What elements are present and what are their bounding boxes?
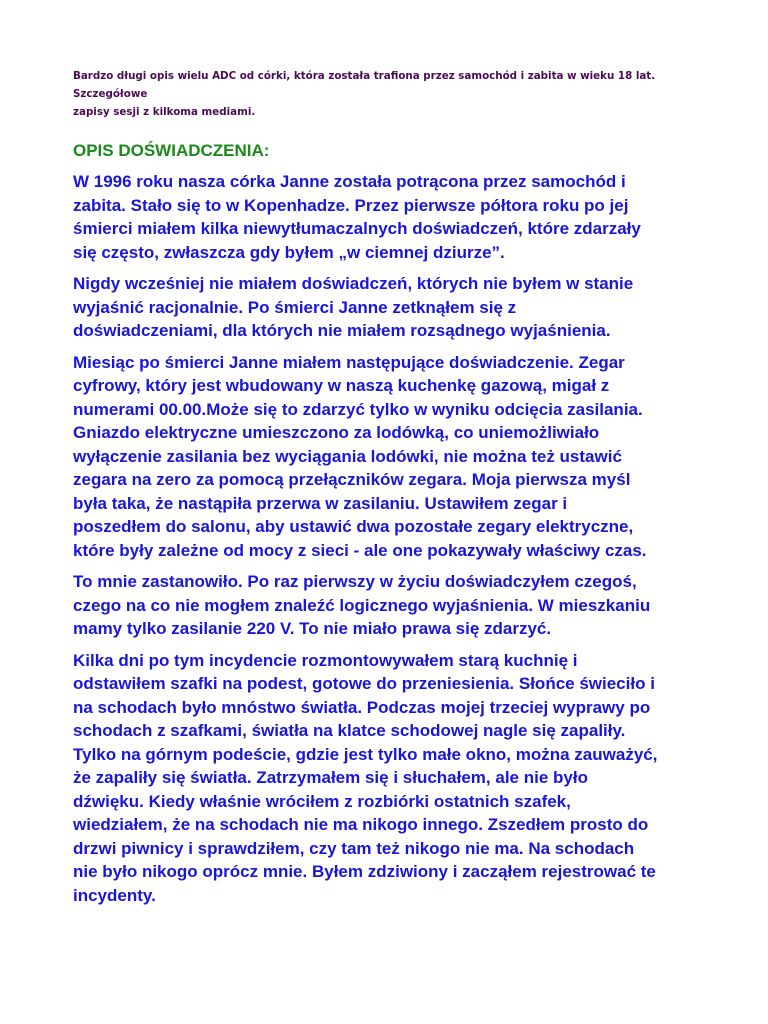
paragraph-line: cyfrowy, który jest wbudowany w naszą kuchenkę gazową, migał z bbox=[73, 376, 610, 395]
paragraph-line: na schodach było mnóstwo światła. Podczas mojej trzeciej wyprawy po bbox=[73, 697, 651, 717]
paragraph bbox=[73, 351, 699, 563]
paragraph-line: poszedłem do salonu, aby ustawić dwa pozostałe zegary elektryczne, bbox=[73, 517, 634, 536]
paragraph-line: Kilka dni po tym incydencie rozmontowywałem starą kuchnię i bbox=[73, 650, 578, 670]
paragraph-line: wyłączenie zasilania bez wyciągania lodówki, nie można też ustawić bbox=[73, 446, 622, 466]
paragraph-line: W 1996 roku nasza córka Janne została potrącona przez samochód i bbox=[73, 172, 626, 191]
intro-line: Bardzo długi opis wielu ADC od córki, która została trafiona przez samochód i zabita w wieku 18 lat. Szczegółowe bbox=[73, 70, 656, 100]
paragraph-line: wiedziałem, że na schodach nie ma nikogo innego. Zszedłem prosto do bbox=[73, 815, 649, 834]
paragraph bbox=[73, 272, 699, 343]
paragraph-line: doświadczeniami, dla których nie miałem rozsądnego wyjaśnienia. bbox=[73, 321, 611, 340]
paragraph bbox=[73, 649, 699, 908]
paragraph-line: schodach z szafkami, światła na klatce schodowej nagle się zapaliły. bbox=[73, 721, 626, 740]
paragraph-line: które były zależne od mocy z sieci - ale one pokazywały właściwy czas. bbox=[73, 540, 647, 560]
paragraph-line: czego na co nie mogłem znaleźć logicznego wyjaśnienia. W mieszkaniu bbox=[73, 595, 651, 615]
intro-line: zapisy sesji z kilkoma mediami. bbox=[73, 106, 256, 118]
paragraph-line: Miesiąc po śmierci Janne miałem następujące doświadczenie. Zegar bbox=[73, 352, 625, 372]
paragraph-line: że zapaliły się światła. Zatrzymałem się i słuchałem, ale nie było bbox=[73, 768, 588, 787]
paragraph-line: wyjaśnić racjonalnie. Po śmierci Janne zetknąłem się z bbox=[73, 297, 517, 317]
paragraph-line: To mnie zastanowiło. Po raz pierwszy w życiu doświadczyłem czegoś, bbox=[73, 572, 637, 591]
paragraph-line: drzwi piwnicy i sprawdziłem, czy tam też nikogo nie ma. Na schodach bbox=[73, 838, 635, 858]
section-heading: OPIS DOŚWIADCZENIA: bbox=[73, 141, 270, 160]
paragraph-line: dźwięku. Kiedy właśnie wróciłem z rozbiórki ostatnich szafek, bbox=[73, 791, 571, 811]
paragraph-line: numerami 00.00.Może się to zdarzyć tylko w wyniku odcięcia zasilania. bbox=[73, 399, 643, 419]
paragraph-line: Gniazdo elektryczne umieszczono za lodówką, co uniemożliwiało bbox=[73, 423, 600, 442]
paragraph bbox=[73, 170, 699, 264]
paragraph-line: Tylko na górnym podeście, gdzie jest tylko małe okno, można zauważyć, bbox=[73, 744, 658, 764]
paragraph-line: nie było nikogo oprócz mnie. Byłem zdziwiony i zacząłem rejestrować te bbox=[73, 862, 656, 881]
paragraph-line: się często, zwłaszcza gdy byłem „w ciemnej dziurze”. bbox=[73, 242, 505, 262]
paragraph-line: zegara na zero za pomocą przełączników zegara. Moja pierwsza myśl bbox=[73, 470, 631, 489]
paragraph-line: była taka, że nastąpiła przerwa w zasilaniu. Ustawiłem zegar i bbox=[73, 493, 568, 513]
paragraph bbox=[73, 570, 699, 641]
paragraph-line: zabita. Stało się to w Kopenhadze. Przez pierwsze półtora roku po jej bbox=[73, 195, 629, 215]
paragraph-line: incydenty. bbox=[73, 885, 156, 905]
paragraph-line: odstawiłem szafki na podest, gotowe do przeniesienia. Słońce świeciło i bbox=[73, 674, 655, 693]
paragraph-line: mamy tylko zasilanie 220 V. To nie miało prawa się zdarzyć. bbox=[73, 619, 552, 638]
body-text bbox=[73, 170, 699, 915]
intro-summary bbox=[73, 67, 713, 121]
paragraph-line: Nigdy wcześniej nie miałem doświadczeń, których nie byłem w stanie bbox=[73, 274, 634, 293]
paragraph-line: śmierci miałem kilka niewytłumaczalnych doświadczeń, które zdarzały bbox=[73, 219, 641, 238]
